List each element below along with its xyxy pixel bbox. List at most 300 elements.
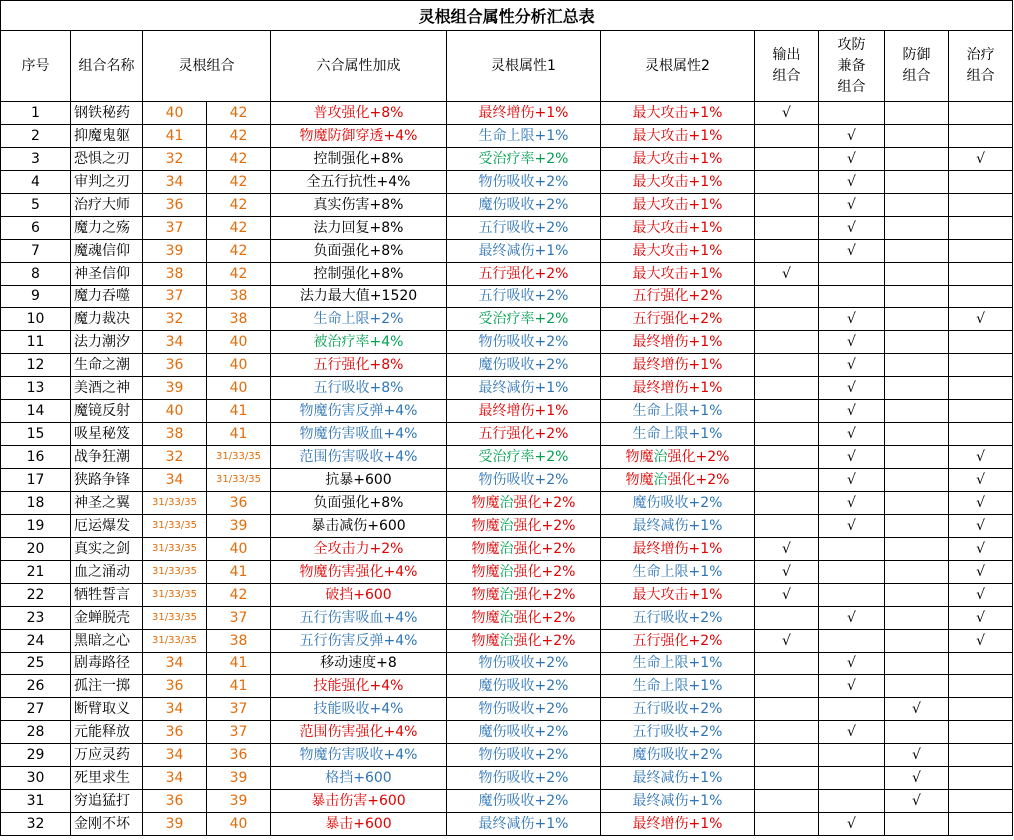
row-bonus: 五行吸收+8% <box>271 377 447 400</box>
check-output <box>755 308 819 331</box>
row-name: 魔力裁决 <box>71 308 143 331</box>
check-balanced: √ <box>819 446 885 469</box>
check-balanced: √ <box>819 331 885 354</box>
attr-text-highlight: 治 <box>499 494 514 511</box>
row-index: 3 <box>1 147 71 170</box>
attr-text-part: 强化+2% <box>667 449 730 466</box>
row-a1: 物伤吸收+2% <box>447 744 601 767</box>
row-name: 万应灵药 <box>71 744 143 767</box>
row-name: 恐惧之刃 <box>71 147 143 170</box>
row-combo-b: 42 <box>207 262 271 285</box>
row-a2: 最终减伤+1% <box>601 767 755 790</box>
row-index: 11 <box>1 331 71 354</box>
check-defense <box>885 377 949 400</box>
check-balanced: √ <box>819 193 885 216</box>
row-index: 8 <box>1 262 71 285</box>
row-bonus: 移动速度+8 <box>271 652 447 675</box>
check-defense: √ <box>885 767 949 790</box>
table-row <box>1 675 1013 698</box>
row-combo-a: 39 <box>143 813 207 836</box>
row-a1: 受治疗率+2% <box>447 147 601 170</box>
row-index: 20 <box>1 537 71 560</box>
row-bonus: 全五行抗性+4% <box>271 170 447 193</box>
attr-text-part: 强化+2% <box>513 609 576 626</box>
row-index: 1 <box>1 102 71 125</box>
row-combo-a: 32 <box>143 446 207 469</box>
row-a1: 最终增伤+1% <box>447 400 601 423</box>
row-combo-a: 41 <box>143 124 207 147</box>
row-index: 7 <box>1 239 71 262</box>
check-defense <box>885 331 949 354</box>
row-combo-b: 42 <box>207 216 271 239</box>
row-name: 黑暗之心 <box>71 629 143 652</box>
row-name: 孤注一掷 <box>71 675 143 698</box>
row-combo-b: 39 <box>207 790 271 813</box>
attr-text-part: 强化+2% <box>667 471 730 488</box>
row-a2: 最终增伤+1% <box>601 354 755 377</box>
row-combo-b: 36 <box>207 744 271 767</box>
row-combo-a: 37 <box>143 216 207 239</box>
table-row <box>1 377 1013 400</box>
row-combo-b: 42 <box>207 170 271 193</box>
check-defense <box>885 354 949 377</box>
row-a2: 生命上限+1% <box>601 652 755 675</box>
row-index: 4 <box>1 170 71 193</box>
row-bonus: 法力最大值+1520 <box>271 285 447 308</box>
table-row <box>1 469 1013 492</box>
row-bonus: 普攻强化+8% <box>271 102 447 125</box>
row-a1: 魔伤吸收+2% <box>447 675 601 698</box>
check-heal <box>949 170 1013 193</box>
check-output <box>755 514 819 537</box>
row-bonus: 五行伤害吸血+4% <box>271 606 447 629</box>
table-row <box>1 331 1013 354</box>
row-combo-a: 31/33/35 <box>143 514 207 537</box>
row-a1: 五行强化+2% <box>447 423 601 446</box>
row-a2: 最大攻击+1% <box>601 583 755 606</box>
row-combo-b: 38 <box>207 629 271 652</box>
row-name: 断臂取义 <box>71 698 143 721</box>
row-a1: 物伤吸收+2% <box>447 469 601 492</box>
row-combo-a: 32 <box>143 308 207 331</box>
attr-text-highlight: 治 <box>653 449 668 466</box>
row-combo-a: 34 <box>143 698 207 721</box>
check-defense <box>885 537 949 560</box>
row-a1 <box>447 491 601 514</box>
check-balanced: √ <box>819 400 885 423</box>
check-output <box>755 469 819 492</box>
check-defense <box>885 170 949 193</box>
row-combo-b: 42 <box>207 102 271 125</box>
check-balanced: √ <box>819 469 885 492</box>
row-a2: 魔伤吸收+2% <box>601 744 755 767</box>
check-heal <box>949 767 1013 790</box>
row-combo-b: 40 <box>207 331 271 354</box>
row-bonus: 五行强化+8% <box>271 354 447 377</box>
check-defense <box>885 514 949 537</box>
row-combo-a: 34 <box>143 331 207 354</box>
check-balanced: √ <box>819 813 885 836</box>
table-row <box>1 262 1013 285</box>
check-defense <box>885 675 949 698</box>
row-combo-a: 34 <box>143 170 207 193</box>
table-row <box>1 147 1013 170</box>
row-a2: 五行强化+2% <box>601 308 755 331</box>
row-name: 穷追猛打 <box>71 790 143 813</box>
check-output: √ <box>755 560 819 583</box>
row-index: 32 <box>1 813 71 836</box>
table-row <box>1 423 1013 446</box>
row-bonus: 真实伤害+8% <box>271 193 447 216</box>
row-combo-a: 34 <box>143 469 207 492</box>
check-defense <box>885 721 949 744</box>
table-row <box>1 124 1013 147</box>
row-bonus: 暴击+600 <box>271 813 447 836</box>
check-balanced <box>819 285 885 308</box>
row-bonus: 物魔防御穿透+4% <box>271 124 447 147</box>
row-a2: 最终增伤+1% <box>601 537 755 560</box>
check-balanced <box>819 744 885 767</box>
header-combo: 灵根组合 <box>143 31 271 102</box>
row-a2 <box>601 469 755 492</box>
row-a1 <box>447 606 601 629</box>
row-bonus: 暴击伤害+600 <box>271 790 447 813</box>
attr-text-part: 物魔 <box>471 586 500 603</box>
row-index: 9 <box>1 285 71 308</box>
row-combo-a: 31/33/35 <box>143 537 207 560</box>
header-heal: 治疗组合 <box>949 31 1013 102</box>
check-balanced <box>819 102 885 125</box>
check-balanced: √ <box>819 170 885 193</box>
row-combo-b: 42 <box>207 193 271 216</box>
table-row <box>1 446 1013 469</box>
row-a1: 最终减伤+1% <box>447 813 601 836</box>
row-name: 死里求生 <box>71 767 143 790</box>
check-heal <box>949 423 1013 446</box>
check-output <box>755 331 819 354</box>
check-output <box>755 606 819 629</box>
row-a2: 最大攻击+1% <box>601 239 755 262</box>
table-row <box>1 400 1013 423</box>
row-a1 <box>447 583 601 606</box>
header-name: 组合名称 <box>71 31 143 102</box>
check-heal: √ <box>949 537 1013 560</box>
row-combo-b: 40 <box>207 377 271 400</box>
check-output <box>755 423 819 446</box>
attr-text-part: 物魔 <box>471 563 500 580</box>
table-row <box>1 239 1013 262</box>
row-index: 19 <box>1 514 71 537</box>
row-combo-b: 36 <box>207 491 271 514</box>
row-combo-a: 36 <box>143 790 207 813</box>
check-balanced: √ <box>819 354 885 377</box>
row-combo-a: 39 <box>143 239 207 262</box>
check-balanced <box>819 629 885 652</box>
row-combo-b: 40 <box>207 537 271 560</box>
check-heal <box>949 239 1013 262</box>
row-a2: 最终减伤+1% <box>601 790 755 813</box>
check-defense <box>885 560 949 583</box>
attr-text-part: 强化+2% <box>513 563 576 580</box>
check-heal <box>949 124 1013 147</box>
row-combo-a: 36 <box>143 354 207 377</box>
check-heal <box>949 400 1013 423</box>
check-defense <box>885 629 949 652</box>
attr-text-part: 强化+2% <box>513 632 576 649</box>
row-combo-a: 40 <box>143 102 207 125</box>
row-a2: 魔伤吸收+2% <box>601 491 755 514</box>
row-a1: 物伤吸收+2% <box>447 652 601 675</box>
row-index: 2 <box>1 124 71 147</box>
row-combo-a: 34 <box>143 744 207 767</box>
attr-text-highlight: 治 <box>499 517 514 534</box>
check-output: √ <box>755 537 819 560</box>
row-bonus: 技能吸收+4% <box>271 698 447 721</box>
check-balanced: √ <box>819 124 885 147</box>
check-heal: √ <box>949 147 1013 170</box>
row-a2: 五行吸收+2% <box>601 721 755 744</box>
row-bonus: 范围伤害强化+4% <box>271 721 447 744</box>
row-a1 <box>447 537 601 560</box>
row-combo-a: 36 <box>143 193 207 216</box>
check-output <box>755 446 819 469</box>
attr-text-part: 强化+2% <box>513 586 576 603</box>
table-body <box>1 102 1013 836</box>
check-heal <box>949 262 1013 285</box>
row-bonus: 范围伤害吸收+4% <box>271 446 447 469</box>
header-output: 输出组合 <box>755 31 819 102</box>
check-defense <box>885 813 949 836</box>
check-defense <box>885 285 949 308</box>
header-defense: 防御组合 <box>885 31 949 102</box>
check-heal <box>949 790 1013 813</box>
row-name: 狭路争锋 <box>71 469 143 492</box>
check-balanced <box>819 767 885 790</box>
row-name: 魔镜反射 <box>71 400 143 423</box>
row-index: 31 <box>1 790 71 813</box>
check-defense <box>885 652 949 675</box>
row-combo-a: 34 <box>143 767 207 790</box>
row-a2: 生命上限+1% <box>601 423 755 446</box>
check-heal: √ <box>949 606 1013 629</box>
check-balanced: √ <box>819 491 885 514</box>
row-name: 抑魔鬼躯 <box>71 124 143 147</box>
row-bonus: 技能强化+4% <box>271 675 447 698</box>
check-heal: √ <box>949 469 1013 492</box>
check-output <box>755 790 819 813</box>
row-name: 元能释放 <box>71 721 143 744</box>
attr-text-part: 物魔 <box>471 494 500 511</box>
attr-text-part: 强化+2% <box>513 494 576 511</box>
row-bonus: 负面强化+8% <box>271 239 447 262</box>
row-index: 27 <box>1 698 71 721</box>
check-output <box>755 193 819 216</box>
check-defense <box>885 193 949 216</box>
attr-text-part: 物魔 <box>471 609 500 626</box>
check-heal: √ <box>949 560 1013 583</box>
row-name: 战争狂潮 <box>71 446 143 469</box>
check-heal <box>949 698 1013 721</box>
check-output <box>755 813 819 836</box>
check-output <box>755 170 819 193</box>
row-bonus: 破挡+600 <box>271 583 447 606</box>
check-defense <box>885 102 949 125</box>
row-bonus: 全攻击力+2% <box>271 537 447 560</box>
check-defense: √ <box>885 744 949 767</box>
check-output: √ <box>755 262 819 285</box>
check-heal: √ <box>949 514 1013 537</box>
row-a1: 最终减伤+1% <box>447 377 601 400</box>
row-bonus: 抗暴+600 <box>271 469 447 492</box>
row-name: 吸星秘笈 <box>71 423 143 446</box>
row-bonus: 格挡+600 <box>271 767 447 790</box>
check-defense <box>885 216 949 239</box>
check-balanced: √ <box>819 239 885 262</box>
table-row <box>1 629 1013 652</box>
table-row <box>1 560 1013 583</box>
row-index: 21 <box>1 560 71 583</box>
check-defense <box>885 147 949 170</box>
row-bonus: 生命上限+2% <box>271 308 447 331</box>
row-combo-a: 38 <box>143 423 207 446</box>
table-row <box>1 102 1013 125</box>
header-bonus: 六合属性加成 <box>271 31 447 102</box>
check-heal <box>949 652 1013 675</box>
row-name: 金刚不坏 <box>71 813 143 836</box>
check-balanced: √ <box>819 652 885 675</box>
row-bonus: 负面强化+8% <box>271 491 447 514</box>
row-a2: 五行强化+2% <box>601 285 755 308</box>
check-output <box>755 744 819 767</box>
table-row <box>1 491 1013 514</box>
row-name: 生命之潮 <box>71 354 143 377</box>
table-row <box>1 767 1013 790</box>
row-name: 治疗大师 <box>71 193 143 216</box>
row-bonus: 被治疗率+4% <box>271 331 447 354</box>
check-heal <box>949 377 1013 400</box>
check-output: √ <box>755 102 819 125</box>
check-balanced <box>819 790 885 813</box>
row-index: 14 <box>1 400 71 423</box>
check-defense <box>885 606 949 629</box>
check-heal <box>949 721 1013 744</box>
row-name: 魔魂信仰 <box>71 239 143 262</box>
row-a2: 最大攻击+1% <box>601 124 755 147</box>
header-balanced: 攻防兼备组合 <box>819 31 885 102</box>
row-combo-b: 31/33/35 <box>207 446 271 469</box>
row-a2: 最终增伤+1% <box>601 377 755 400</box>
row-combo-b: 41 <box>207 652 271 675</box>
check-output <box>755 377 819 400</box>
row-combo-b: 39 <box>207 514 271 537</box>
row-combo-b: 41 <box>207 560 271 583</box>
row-index: 24 <box>1 629 71 652</box>
check-heal <box>949 813 1013 836</box>
check-defense <box>885 262 949 285</box>
check-heal: √ <box>949 629 1013 652</box>
check-defense <box>885 239 949 262</box>
row-bonus: 物魔伤害吸收+4% <box>271 744 447 767</box>
row-a1: 魔伤吸收+2% <box>447 354 601 377</box>
row-combo-b: 41 <box>207 400 271 423</box>
row-combo-a: 34 <box>143 652 207 675</box>
row-index: 18 <box>1 491 71 514</box>
check-balanced <box>819 537 885 560</box>
row-combo-b: 37 <box>207 721 271 744</box>
check-heal: √ <box>949 308 1013 331</box>
row-a1: 物伤吸收+2% <box>447 767 601 790</box>
check-defense <box>885 308 949 331</box>
row-combo-b: 42 <box>207 147 271 170</box>
table-row <box>1 193 1013 216</box>
check-balanced: √ <box>819 606 885 629</box>
row-combo-a: 38 <box>143 262 207 285</box>
row-combo-a: 31/33/35 <box>143 606 207 629</box>
header-attr2: 灵根属性2 <box>601 31 755 102</box>
check-heal <box>949 331 1013 354</box>
row-index: 22 <box>1 583 71 606</box>
table-row <box>1 354 1013 377</box>
row-index: 28 <box>1 721 71 744</box>
row-a1 <box>447 629 601 652</box>
attr-text-highlight: 治 <box>499 563 514 580</box>
attr-text-highlight: 治 <box>499 609 514 626</box>
row-name: 美酒之神 <box>71 377 143 400</box>
row-name: 真实之剑 <box>71 537 143 560</box>
check-heal <box>949 354 1013 377</box>
check-balanced <box>819 583 885 606</box>
row-a2: 生命上限+1% <box>601 560 755 583</box>
row-bonus: 五行伤害反弹+4% <box>271 629 447 652</box>
row-a1: 生命上限+1% <box>447 124 601 147</box>
row-combo-a: 31/33/35 <box>143 491 207 514</box>
table-row <box>1 583 1013 606</box>
table-row <box>1 216 1013 239</box>
row-name: 厄运爆发 <box>71 514 143 537</box>
check-output <box>755 239 819 262</box>
check-defense <box>885 423 949 446</box>
row-name: 钢铁秘药 <box>71 102 143 125</box>
row-a1: 五行强化+2% <box>447 262 601 285</box>
row-a1: 最终减伤+1% <box>447 239 601 262</box>
check-balanced: √ <box>819 675 885 698</box>
table-row <box>1 721 1013 744</box>
row-bonus: 物魔伤害吸血+4% <box>271 423 447 446</box>
row-a2: 最终增伤+1% <box>601 331 755 354</box>
table-row <box>1 744 1013 767</box>
table-row <box>1 514 1013 537</box>
check-balanced: √ <box>819 514 885 537</box>
attr-text-part: 强化+2% <box>513 540 576 557</box>
row-index: 23 <box>1 606 71 629</box>
row-combo-b: 31/33/35 <box>207 469 271 492</box>
row-bonus: 物魔伤害强化+4% <box>271 560 447 583</box>
check-balanced: √ <box>819 423 885 446</box>
table-row <box>1 170 1013 193</box>
row-combo-a: 39 <box>143 377 207 400</box>
row-combo-a: 31/33/35 <box>143 629 207 652</box>
row-a1: 五行吸收+2% <box>447 216 601 239</box>
check-heal <box>949 675 1013 698</box>
row-a2: 最大攻击+1% <box>601 102 755 125</box>
row-combo-b: 42 <box>207 583 271 606</box>
attr-text-highlight: 治 <box>499 586 514 603</box>
check-output: √ <box>755 629 819 652</box>
row-index: 26 <box>1 675 71 698</box>
row-a2: 最大攻击+1% <box>601 193 755 216</box>
check-defense <box>885 583 949 606</box>
row-index: 25 <box>1 652 71 675</box>
